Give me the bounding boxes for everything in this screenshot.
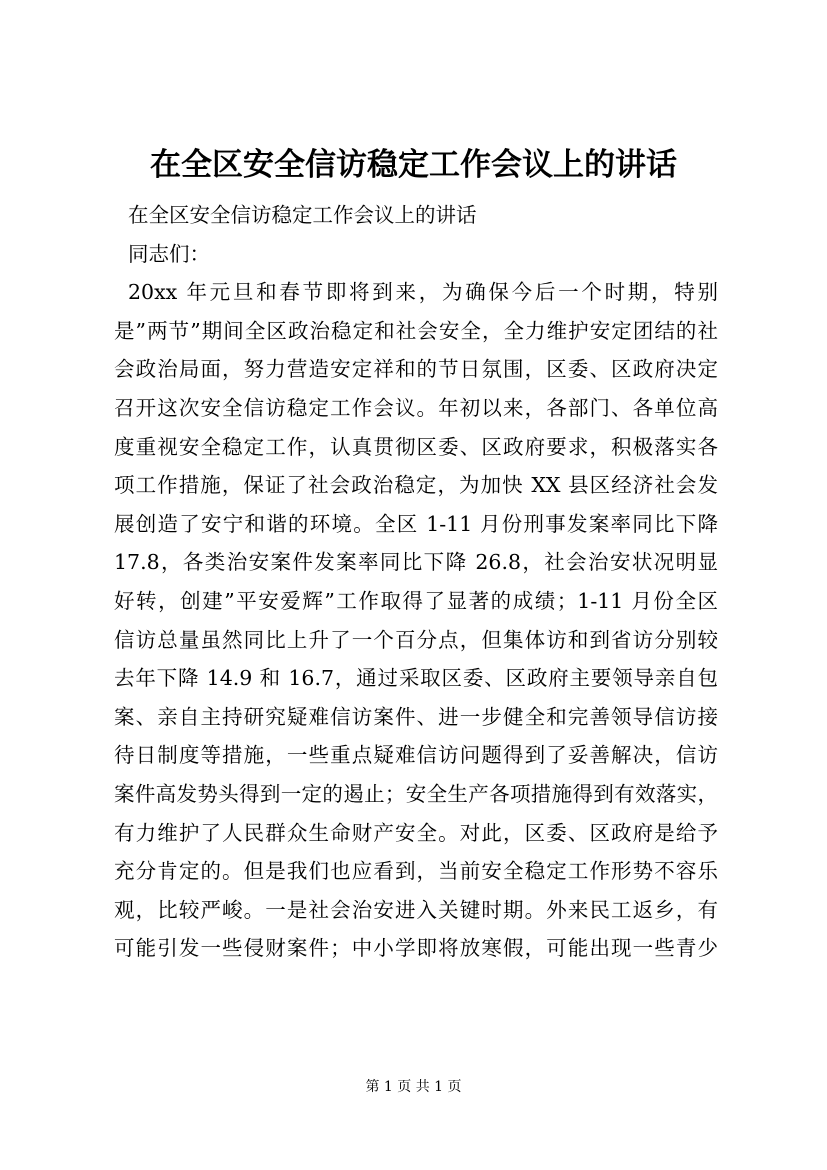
paragraph-line: 可能引发一些侵财案件；中小学即将放寒假，可能出现一些青少 (114, 936, 718, 961)
paragraph-line: 展创造了安宁和谐的环境。全区 1-11 月份刑事发案率同比下降 (114, 511, 718, 536)
paragraph-line: 17.8，各类治安案件发案率同比下降 26.8，社会治安状况明显 (114, 550, 718, 575)
paragraph-line: 召开这次安全信访稳定工作会议。年初以来，各部门、各单位高 (114, 395, 718, 420)
body-paragraph (114, 273, 718, 968)
paragraph-line: 度重视安全稳定工作，认真贯彻区委、区政府要求，积极落实各 (114, 434, 718, 459)
paragraph-line: 充分肯定的。但是我们也应看到，当前安全稳定工作形势不容乐 (114, 859, 718, 884)
paragraph-line: 20xx 年元旦和春节即将到来，为确保今后一个时期，特别 (128, 280, 718, 305)
page-footer: 第 1 页 共 1 页 (365, 1079, 462, 1095)
paragraph-line: 项工作措施，保证了社会政治稳定，为加快 XX 县区经济社会发 (114, 473, 718, 498)
paragraph-line: 案、亲自主持研究疑难信访案件、进一步健全和完善领导信访接 (114, 704, 718, 729)
paragraph-line: 案件高发势头得到一定的遏止；安全生产各项措施得到有效落实， (114, 781, 718, 806)
paragraph-line: 有力维护了人民群众生命财产安全。对此，区委、区政府是给予 (114, 820, 718, 845)
paragraph-line: 会政治局面，努力营造安定祥和的节日氛围，区委、区政府决定 (114, 357, 718, 382)
paragraph-line: 是”两节”期间全区政治稳定和社会安全，全力维护安定团结的社 (114, 318, 718, 343)
document-subtitle: 在全区安全信访稳定工作会议上的讲话 (128, 203, 477, 227)
document-title: 在全区安全信访稳定工作会议上的讲话 (150, 147, 677, 183)
paragraph-line: 观，比较严峻。一是社会治安进入关键时期。外来民工返乡，有 (114, 897, 718, 922)
paragraph-line: 信访总量虽然同比上升了一个百分点，但集体访和到省访分别较 (114, 627, 718, 652)
paragraph-line: 待日制度等措施，一些重点疑难信访问题得到了妥善解决，信访 (114, 743, 718, 768)
document-body (114, 196, 718, 968)
paragraph-line: 好转，创建”平安爱辉”工作取得了显著的成绩；1-11 月份全区 (114, 588, 718, 613)
salutation: 同志们： (128, 241, 210, 266)
paragraph-line: 去年下降 14.9 和 16.7，通过采取区委、区政府主要领导亲自包 (114, 666, 718, 691)
